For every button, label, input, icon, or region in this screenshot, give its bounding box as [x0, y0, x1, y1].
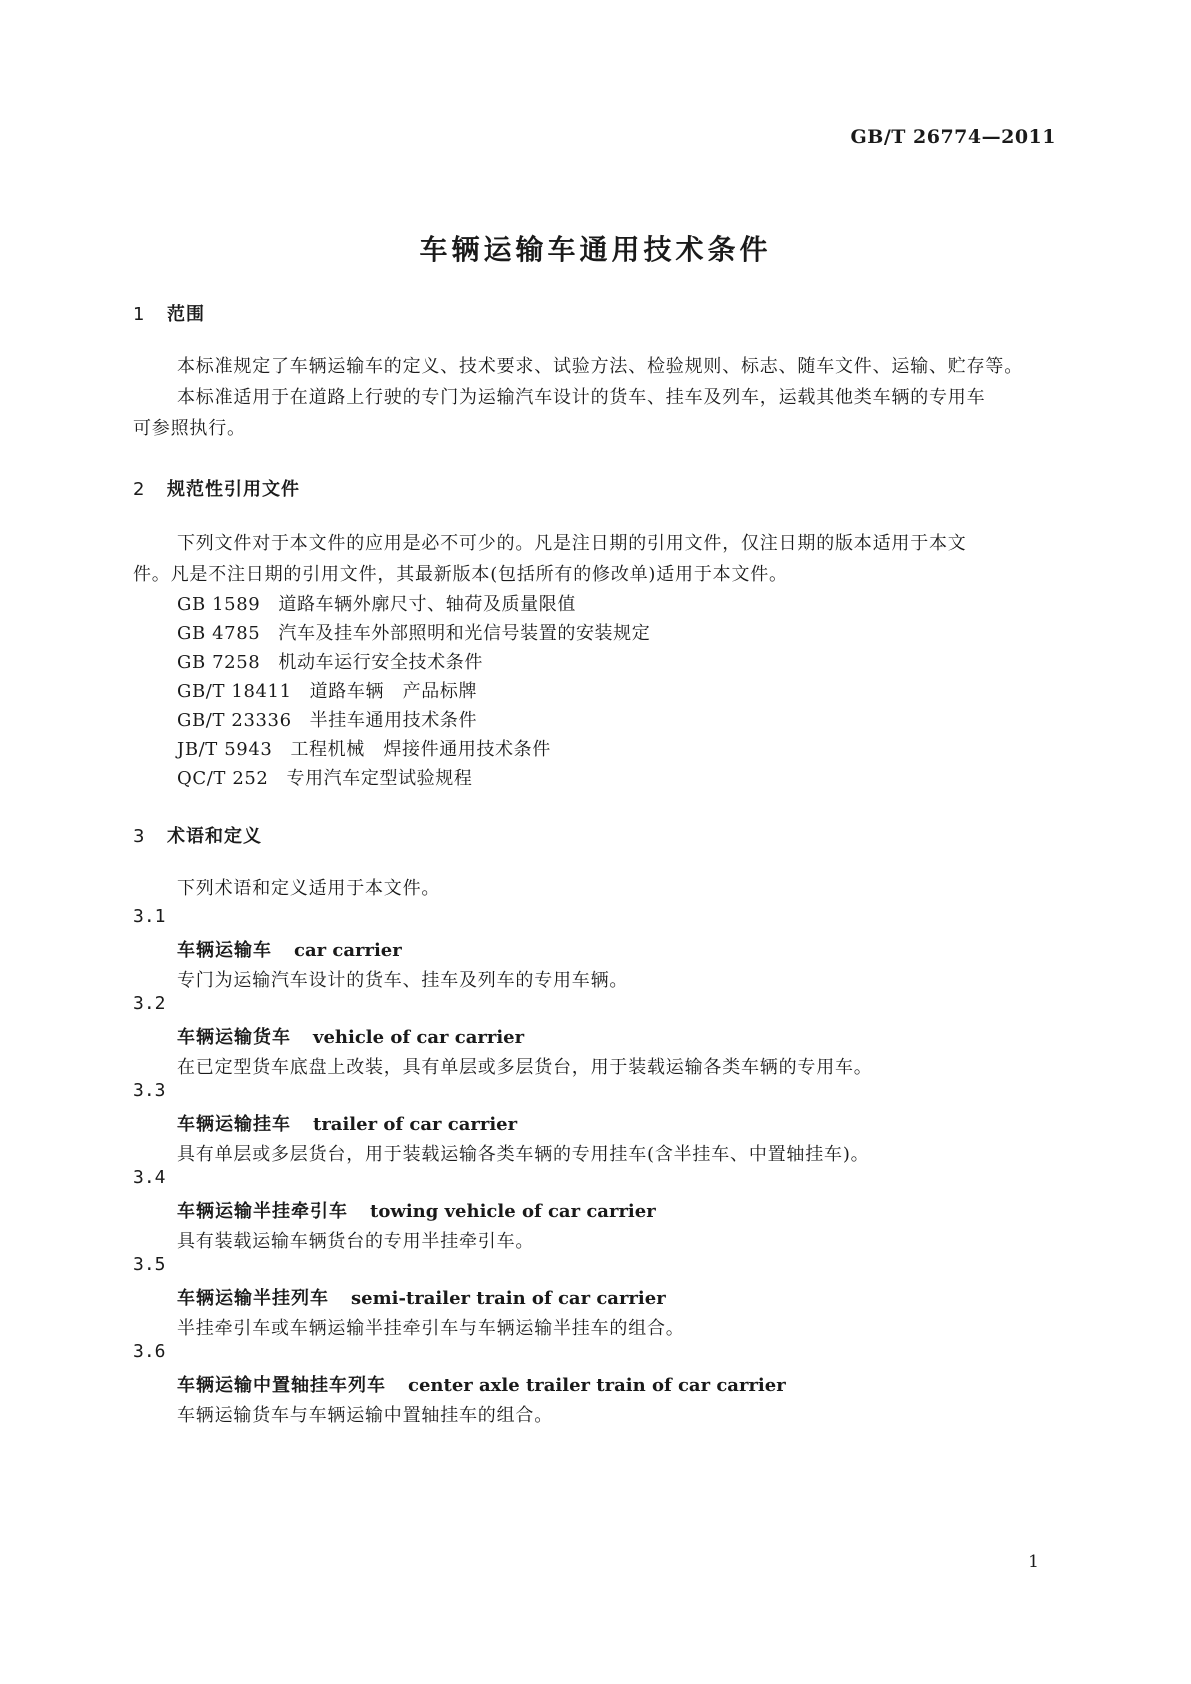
reference-title: 工程机械 焊接件通用技术条件 — [290, 739, 551, 760]
term-chinese: 车辆运输挂车 — [177, 1114, 291, 1135]
term-definition: 具有装载运输车辆货台的专用半挂牵引车。 — [177, 1231, 535, 1252]
term-definition: 在已定型货车底盘上改装，具有单层或多层货台，用于装载运输各类车辆的专用车。 — [177, 1057, 873, 1078]
page-number: 1 — [1028, 1552, 1039, 1572]
section-title: 规范性引用文件 — [167, 479, 300, 500]
scope-paragraph-2-cont: 可参照执行。 — [133, 418, 246, 439]
term-entry — [177, 1110, 517, 1136]
reference-title: 汽车及挂车外部照明和光信号装置的安装规定 — [278, 623, 651, 644]
term-number: 3.3 — [133, 1080, 166, 1101]
reference-code: GB 4785 — [177, 623, 261, 644]
term-entry — [177, 1284, 666, 1310]
term-chinese: 车辆运输中置轴挂车列车 — [177, 1375, 386, 1396]
term-chinese: 车辆运输车 — [177, 940, 272, 961]
term-entry — [177, 1023, 524, 1049]
section-title: 范围 — [167, 304, 205, 325]
reference-title: 半挂车通用技术条件 — [309, 710, 478, 731]
term-english: trailer of car carrier — [313, 1114, 518, 1135]
document-title: 车辆运输车通用技术条件 — [419, 233, 772, 266]
reference-title: 道路车辆 产品标牌 — [309, 681, 478, 702]
reference-title: 专用汽车定型试验规程 — [286, 768, 473, 789]
standard-number: GB/T 26774—2011 — [850, 126, 1056, 148]
term-number: 3.2 — [133, 993, 166, 1014]
section-number: 1 — [133, 304, 146, 325]
term-number: 3.1 — [133, 906, 166, 927]
reference-item — [177, 590, 576, 616]
reference-title: 道路车辆外廓尺寸、轴荷及质量限值 — [278, 594, 576, 615]
term-definition: 专门为运输汽车设计的货车、挂车及列车的专用车辆。 — [177, 970, 629, 991]
term-number: 3.5 — [133, 1254, 166, 1275]
section-number: 3 — [133, 826, 146, 847]
normative-intro-line-1: 下列文件对于本文件的应用是必不可少的。凡是注日期的引用文件，仅注日期的版本适用于本文 — [177, 533, 967, 554]
section-heading-normative-references — [133, 475, 300, 501]
term-entry — [177, 1371, 786, 1397]
term-definition: 车辆运输货车与车辆运输中置轴挂车的组合。 — [177, 1405, 553, 1426]
reference-item — [177, 677, 477, 703]
term-definition: 具有单层或多层货台，用于装载运输各类车辆的专用挂车(含半挂车、中置轴挂车)。 — [177, 1144, 870, 1165]
reference-code: GB/T 18411 — [177, 681, 292, 702]
reference-code: JB/T 5943 — [177, 739, 273, 760]
term-english: semi-trailer train of car carrier — [351, 1288, 666, 1309]
scope-paragraph-2: 本标准适用于在道路上行驶的专门为运输汽车设计的货车、挂车及列车，运载其他类车辆的专用车 — [177, 387, 986, 408]
term-chinese: 车辆运输货车 — [177, 1027, 291, 1048]
reference-code: GB 1589 — [177, 594, 261, 615]
term-chinese: 车辆运输半挂列车 — [177, 1288, 329, 1309]
term-number: 3.6 — [133, 1341, 166, 1362]
term-entry — [177, 936, 402, 962]
section-heading-scope — [133, 300, 205, 326]
term-english: vehicle of car carrier — [313, 1027, 525, 1048]
term-english: car carrier — [294, 940, 402, 961]
reference-code: GB 7258 — [177, 652, 261, 673]
section-number: 2 — [133, 479, 146, 500]
reference-item — [177, 619, 650, 645]
term-entry — [177, 1197, 656, 1223]
reference-title: 机动车运行安全技术条件 — [278, 652, 483, 673]
normative-intro-line-2: 件。凡是不注日期的引用文件，其最新版本(包括所有的修改单)适用于本文件。 — [133, 564, 788, 585]
reference-code: GB/T 23336 — [177, 710, 292, 731]
term-definition: 半挂牵引车或车辆运输半挂牵引车与车辆运输半挂车的组合。 — [177, 1318, 685, 1339]
term-chinese: 车辆运输半挂牵引车 — [177, 1201, 348, 1222]
term-number: 3.4 — [133, 1167, 166, 1188]
section-heading-terms — [133, 822, 262, 848]
term-english: towing vehicle of car carrier — [370, 1201, 656, 1222]
reference-item — [177, 648, 483, 674]
reference-item — [177, 764, 472, 790]
reference-item — [177, 706, 477, 732]
reference-item — [177, 735, 551, 761]
reference-code: QC/T 252 — [177, 768, 269, 789]
term-english: center axle trailer train of car carrier — [408, 1375, 786, 1396]
scope-paragraph-1: 本标准规定了车辆运输车的定义、技术要求、试验方法、检验规则、标志、随车文件、运输、贮存等。 — [177, 356, 1023, 377]
section-title: 术语和定义 — [167, 826, 262, 847]
terms-intro: 下列术语和定义适用于本文件。 — [177, 878, 441, 899]
